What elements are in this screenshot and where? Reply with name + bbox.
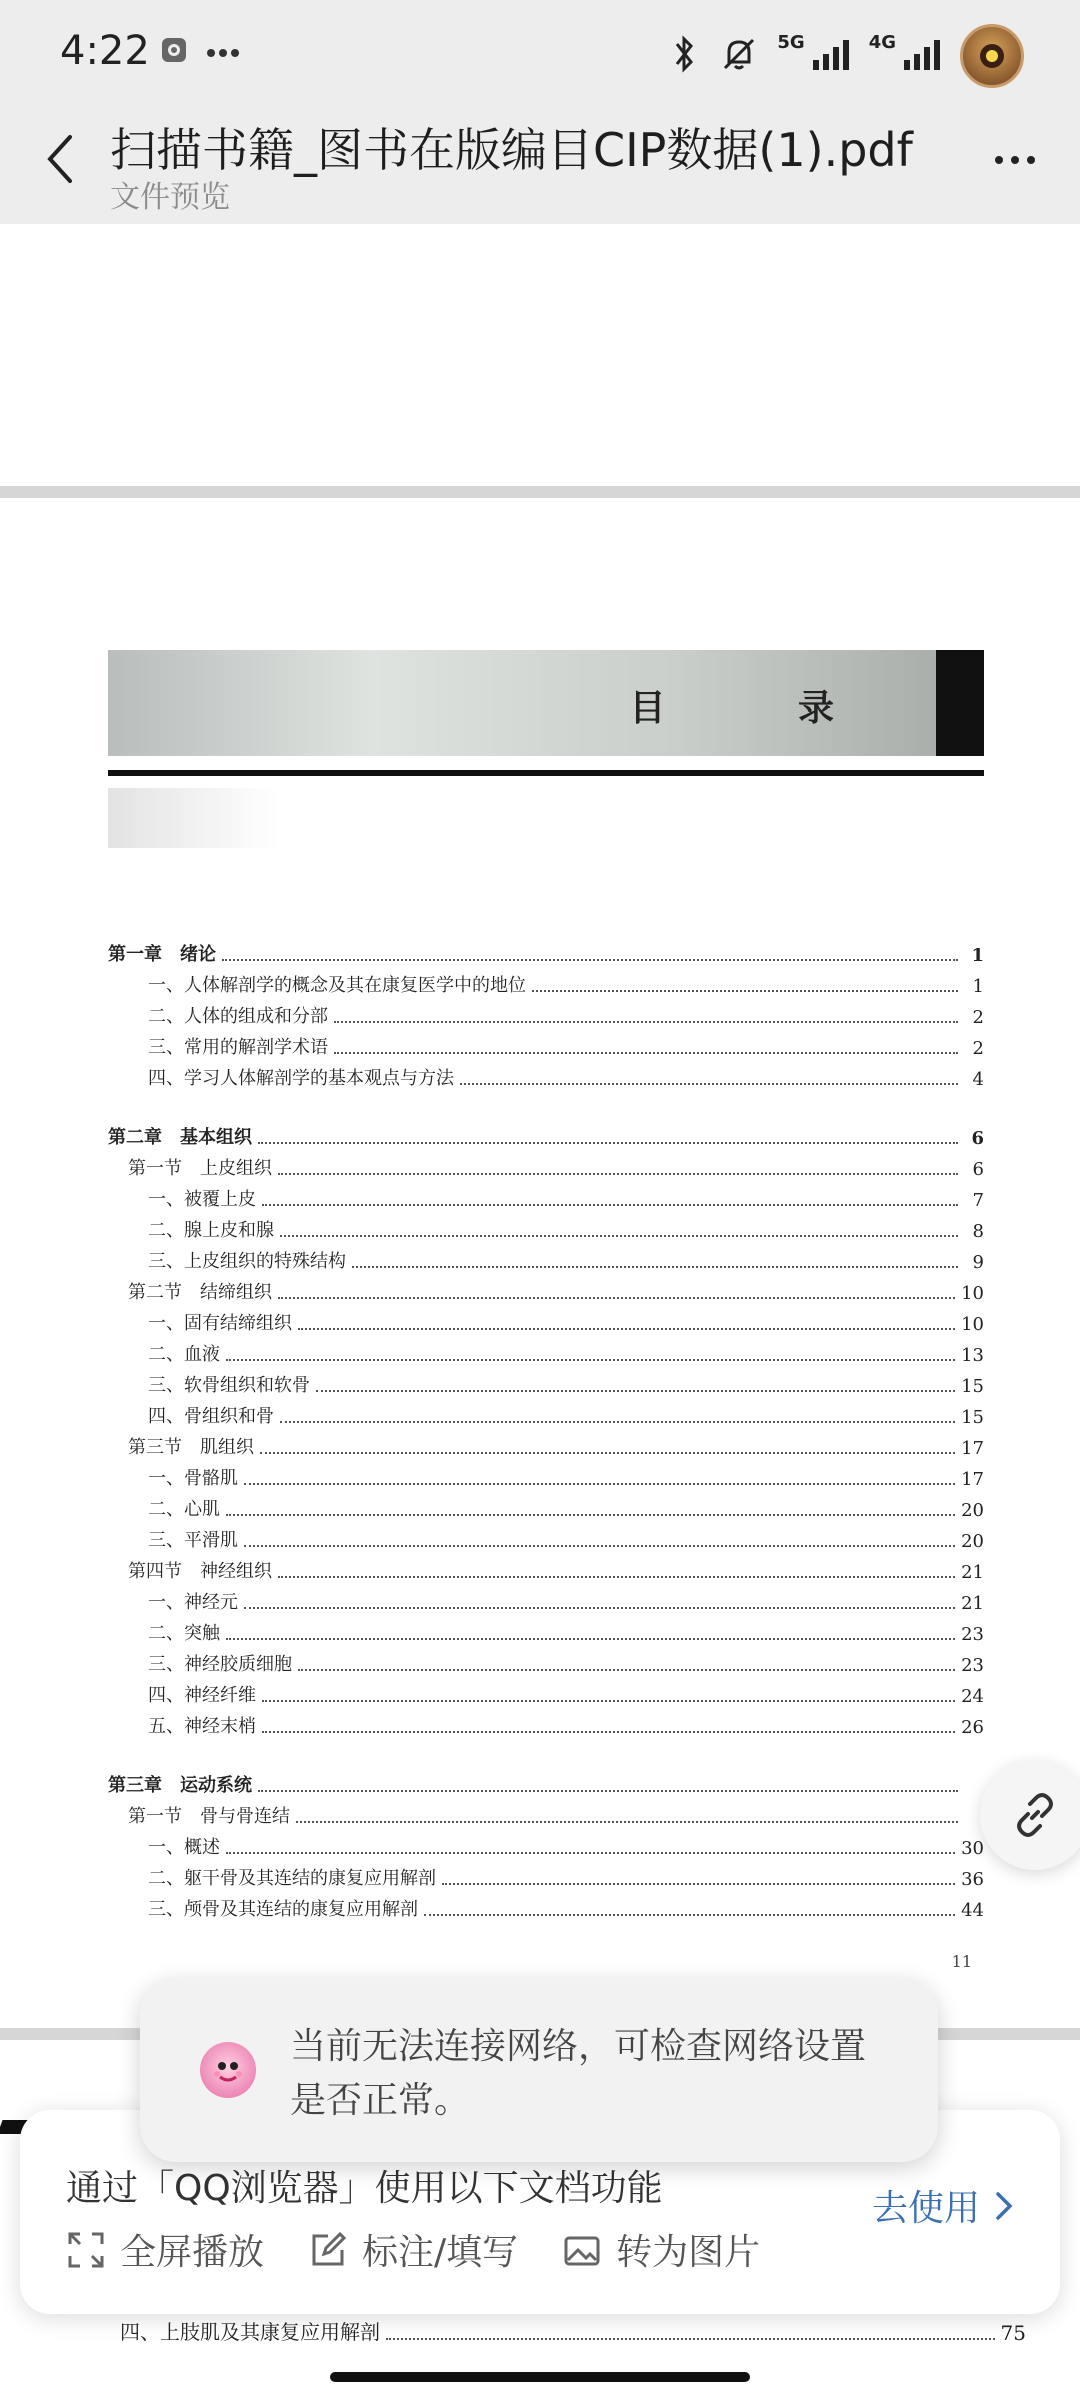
toc-entry [108, 1460, 984, 1490]
toc-entry-label: 二、腺上皮和腺 [148, 1220, 274, 1241]
toc-entry [108, 998, 984, 1028]
mute-icon [719, 34, 759, 78]
copy-link-button[interactable] [980, 1760, 1080, 1870]
home-indicator[interactable] [330, 2372, 750, 2382]
toc-entry-label: 二、突触 [148, 1623, 220, 1644]
toc-entry-label: 三、软骨组织和软骨 [148, 1375, 310, 1396]
back-button[interactable] [24, 124, 94, 194]
promo-title: 通过「QQ浏览器」使用以下文档功能 [66, 2168, 663, 2209]
toc-entry [108, 1646, 984, 1676]
toc-entry-page: 2 [972, 1007, 984, 1028]
toc-entry-page: 6 [972, 1159, 984, 1180]
more-options-icon [995, 156, 1003, 164]
toc-entry-page: 20 [961, 1531, 984, 1552]
pdf-page-toc[interactable] [0, 498, 1080, 2028]
toc-entry-label: 三、上皮组织的特殊结构 [148, 1251, 346, 1272]
toc-entry-label: 三、常用的解剖学术语 [148, 1037, 328, 1058]
toc-entry-label: 第一节 骨与骨连结 [128, 1806, 290, 1827]
toc-entry-page: 13 [961, 1345, 984, 1366]
toc-entry-label: 第一章 绪论 [108, 944, 216, 965]
edit-icon [308, 2230, 348, 2270]
toc-entry-page: 30 [961, 1838, 984, 1859]
toc-entry-label: 五、神经末梢 [148, 1716, 256, 1737]
toc-entry-label: 一、人体解剖学的概念及其在康复医学中的地位 [148, 975, 526, 996]
toc-entry: 四、上肢肌及其康复应用解剖 75 [120, 2320, 1026, 2345]
toc-entry-label: 第四节 神经组织 [128, 1561, 272, 1582]
image-icon [562, 2230, 602, 2270]
mail-notification-icon [160, 36, 188, 68]
chevron-left-icon [42, 131, 76, 187]
toc-entry [108, 1367, 984, 1397]
link-icon [1010, 1790, 1060, 1840]
toc-entry-label: 一、神经元 [148, 1592, 238, 1613]
convert-to-image-button[interactable]: 转为图片 [562, 2224, 760, 2275]
toc-entry-page: 17 [961, 1469, 984, 1490]
toc-entry [108, 1060, 984, 1090]
toc-entry-page: 10 [961, 1283, 984, 1304]
toc-entry-label: 二、心肌 [148, 1499, 220, 1520]
toc-entry [108, 967, 984, 997]
network-error-toast [140, 1978, 938, 2162]
go-use-button[interactable]: 去使用 [872, 2180, 1014, 2231]
toc-entry [108, 1677, 984, 1707]
toc-entry [108, 1181, 984, 1211]
annotate-fill-button[interactable]: 标注/填写 [308, 2224, 518, 2275]
signal-5g-label: 5G [777, 31, 805, 53]
toc-entry-page: 44 [961, 1900, 984, 1921]
toc-entry [108, 1398, 984, 1428]
toc-entry [108, 1553, 984, 1583]
toc-entry [108, 1522, 984, 1552]
toc-entry [108, 1243, 984, 1273]
toc-entry-page: 23 [961, 1655, 984, 1676]
toc-entry-label: 第三章 运动系统 [108, 1775, 252, 1796]
toc-entry-label: 一、固有结缔组织 [148, 1313, 292, 1334]
toc-entry-label: 二、人体的组成和分部 [148, 1006, 328, 1027]
page-number: 11 [951, 1952, 972, 1971]
status-time: 4:22 [60, 28, 150, 74]
toc-entry [108, 1491, 984, 1521]
signal-4g-label: 4G [868, 31, 896, 53]
toc-heading: 目 录 [629, 687, 894, 729]
app-header [0, 100, 1080, 224]
toc-entry-label: 第一节 上皮组织 [128, 1158, 272, 1179]
toc-entry-label: 一、概述 [148, 1837, 220, 1858]
pdf-page-previous [0, 224, 1080, 486]
toc-entry [108, 1119, 984, 1149]
toc-entry-page: 23 [961, 1624, 984, 1645]
toc-entry-page: 4 [972, 1069, 984, 1090]
chevron-right-icon [994, 2190, 1014, 2222]
toc-entry-label: 二、血液 [148, 1344, 220, 1365]
toc-entry-page: 9 [972, 1252, 984, 1273]
toc-entry-label: 一、骨骼肌 [148, 1468, 238, 1489]
toc-entry-label: 四、学习人体解剖学的基本观点与方法 [148, 1068, 454, 1089]
toc-entry-page: 7 [972, 1190, 984, 1211]
toc-entry [108, 1584, 984, 1614]
toc-entry-page: 24 [961, 1686, 984, 1707]
toc-entry-label: 第三节 肌组织 [128, 1437, 254, 1458]
divider [108, 770, 984, 776]
toc-entry-page: 2 [972, 1038, 984, 1059]
toc-entry [108, 1305, 984, 1335]
toc-entry-label: 三、神经胶质细胞 [148, 1654, 292, 1675]
toc-banner [108, 650, 984, 756]
fullscreen-play-button[interactable]: 全屏播放 [66, 2224, 264, 2275]
toc-entry-page: 36 [961, 1869, 984, 1890]
toc-entry-page: 15 [961, 1407, 984, 1428]
toc-entry-label: 三、颅骨及其连结的康复应用解剖 [148, 1899, 418, 1920]
file-title: 扫描书籍_图书在版编目CIP数据(1).pdf [110, 123, 913, 177]
toc-entry [108, 1212, 984, 1242]
toc-entry [108, 1829, 984, 1859]
toc-entry-page: 6 [971, 1128, 984, 1149]
toc-entry-label: 二、躯干骨及其连结的康复应用解剖 [148, 1868, 436, 1889]
file-subtitle: 文件预览 [110, 180, 230, 215]
toc-entry-label: 第二章 基本组织 [108, 1127, 252, 1148]
toc-entry [108, 1274, 984, 1304]
bluetooth-icon [667, 34, 701, 78]
toc-entry-label: 四、骨组织和骨 [148, 1406, 274, 1427]
toc-entry [108, 1150, 984, 1180]
toc-entry-label: 三、平滑肌 [148, 1530, 238, 1551]
toc-entry [108, 1708, 984, 1738]
toc-entry-label: 四、神经纤维 [148, 1685, 256, 1706]
toc-entry-page: 8 [972, 1221, 984, 1242]
status-bar [0, 0, 1080, 100]
toc-entry-page: 17 [961, 1438, 984, 1459]
toc-entry [108, 1429, 984, 1459]
toast-message: 当前无法连接网络，可检查网络设置是否正常。 [290, 2026, 867, 2121]
avatar-badge-icon [960, 24, 1024, 88]
more-dots-icon [206, 43, 240, 62]
more-options-button[interactable] [980, 130, 1050, 190]
toc-entry-page: 1 [972, 976, 984, 997]
toc-entry [108, 1336, 984, 1366]
fullscreen-icon [66, 2230, 106, 2270]
signal-5g-icon [811, 38, 851, 74]
toc-entry [108, 1860, 984, 1890]
toc-entry [108, 1767, 984, 1797]
cartoon-mascot-icon [200, 2042, 256, 2098]
toc-entry [108, 1029, 984, 1059]
toc-entry-label: 一、被覆上皮 [148, 1189, 256, 1210]
toc-entry-page: 20 [961, 1500, 984, 1521]
toc-entry [108, 936, 984, 966]
toc-entry [108, 1615, 984, 1645]
toc-entry-page: 15 [961, 1376, 984, 1397]
toc-entry-page: 26 [961, 1717, 984, 1738]
toc-entry-label: 第二节 结缔组织 [128, 1282, 272, 1303]
toc-entry-page: 1 [971, 945, 984, 966]
signal-4g-icon [902, 38, 942, 74]
toc-entry [108, 1891, 984, 1921]
toc-entry [108, 1798, 984, 1828]
toc-entry-page: 21 [961, 1593, 984, 1614]
toc-entry-page: 21 [961, 1562, 984, 1583]
toc-entry-page: 10 [961, 1314, 984, 1335]
